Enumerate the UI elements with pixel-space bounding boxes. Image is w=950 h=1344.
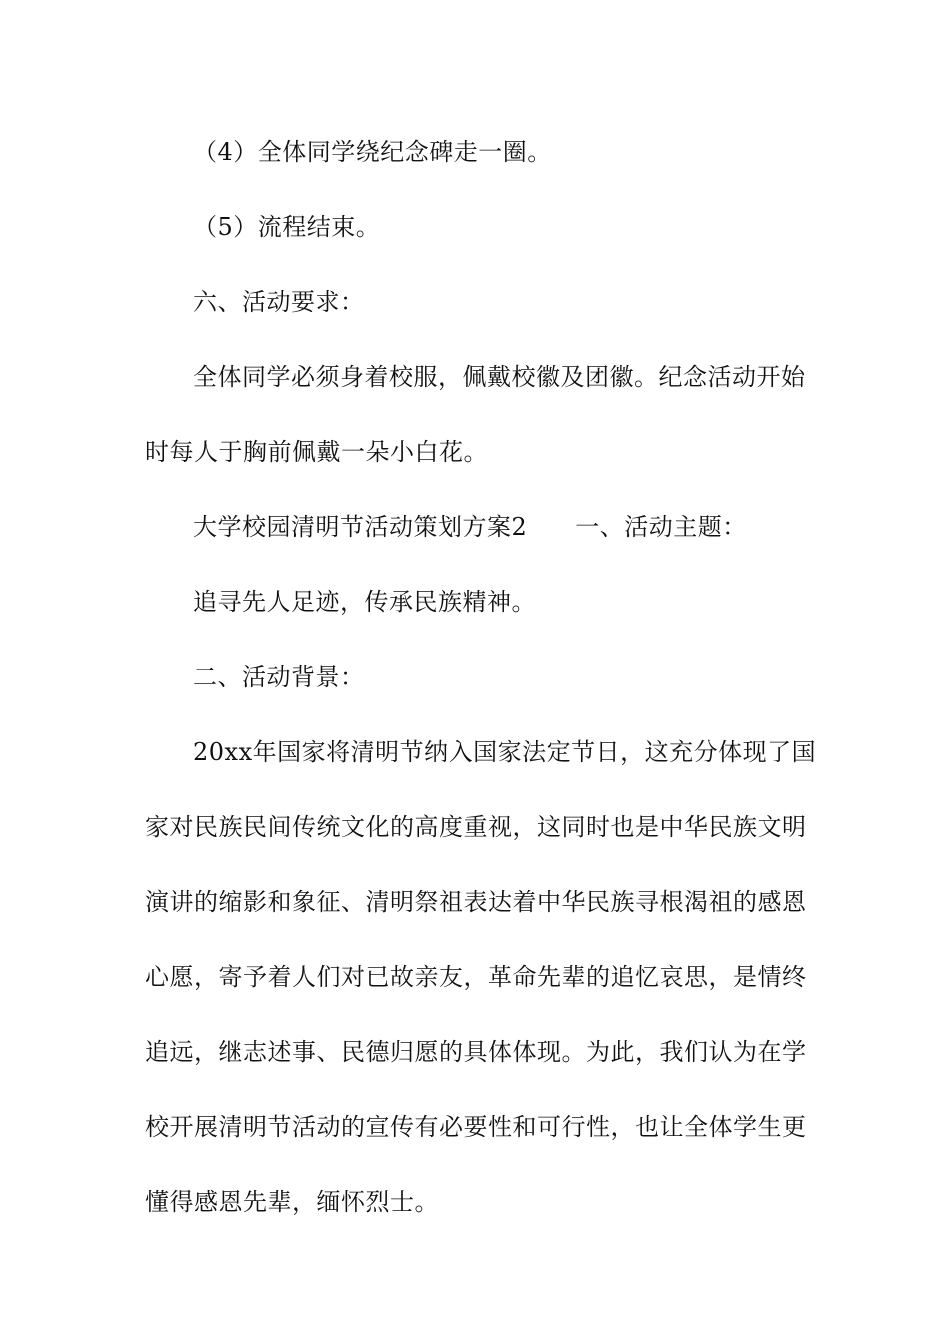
background-paragraph-line-4: 心愿，寄予着人们对已故亲友，革命先辈的追忆哀思，是情终 (145, 963, 807, 991)
background-heading: 二、活动背景： (193, 663, 365, 691)
background-paragraph-line-6: 校开展清明节活动的宣传有必要性和可行性，也让全体学生更 (145, 1113, 807, 1141)
requirements-paragraph-line-1: 全体同学必须身着校服，佩戴校徽及团徽。纪念活动开始 (193, 363, 806, 391)
background-paragraph-line-2: 家对民族民间传统文化的高度重视，这同时也是中华民族文明 (145, 813, 807, 841)
background-paragraph-line-1: 20xx年国家将清明节纳入国家法定节日，这充分体现了国 (193, 738, 817, 766)
background-paragraph-line-5: 追远，继志述事、民德归愿的具体体现。为此，我们认为在学 (145, 1038, 807, 1066)
plan-2-title-line (193, 512, 747, 542)
theme-text: 追寻先人足迹，传承民族精神。 (193, 588, 536, 616)
background-paragraph-line-7: 懂得感恩先辈，缅怀烈士。 (145, 1188, 439, 1216)
background-paragraph-line-3: 演讲的缩影和象征、清明祭祖表达着中华民族寻根渴祖的感恩 (145, 888, 807, 916)
requirements-paragraph-line-2: 时每人于胸前佩戴一朵小白花。 (145, 438, 488, 466)
plan-2-title: 大学校园清明节活动策划方案2 (193, 513, 528, 541)
section-6-heading: 六、活动要求： (193, 288, 365, 316)
step-4-line: （4）全体同学绕纪念碑走一圈。 (193, 138, 552, 166)
step-5-line: （5）流程结束。 (193, 213, 381, 241)
theme-heading: 一、活动主题： (575, 513, 747, 541)
